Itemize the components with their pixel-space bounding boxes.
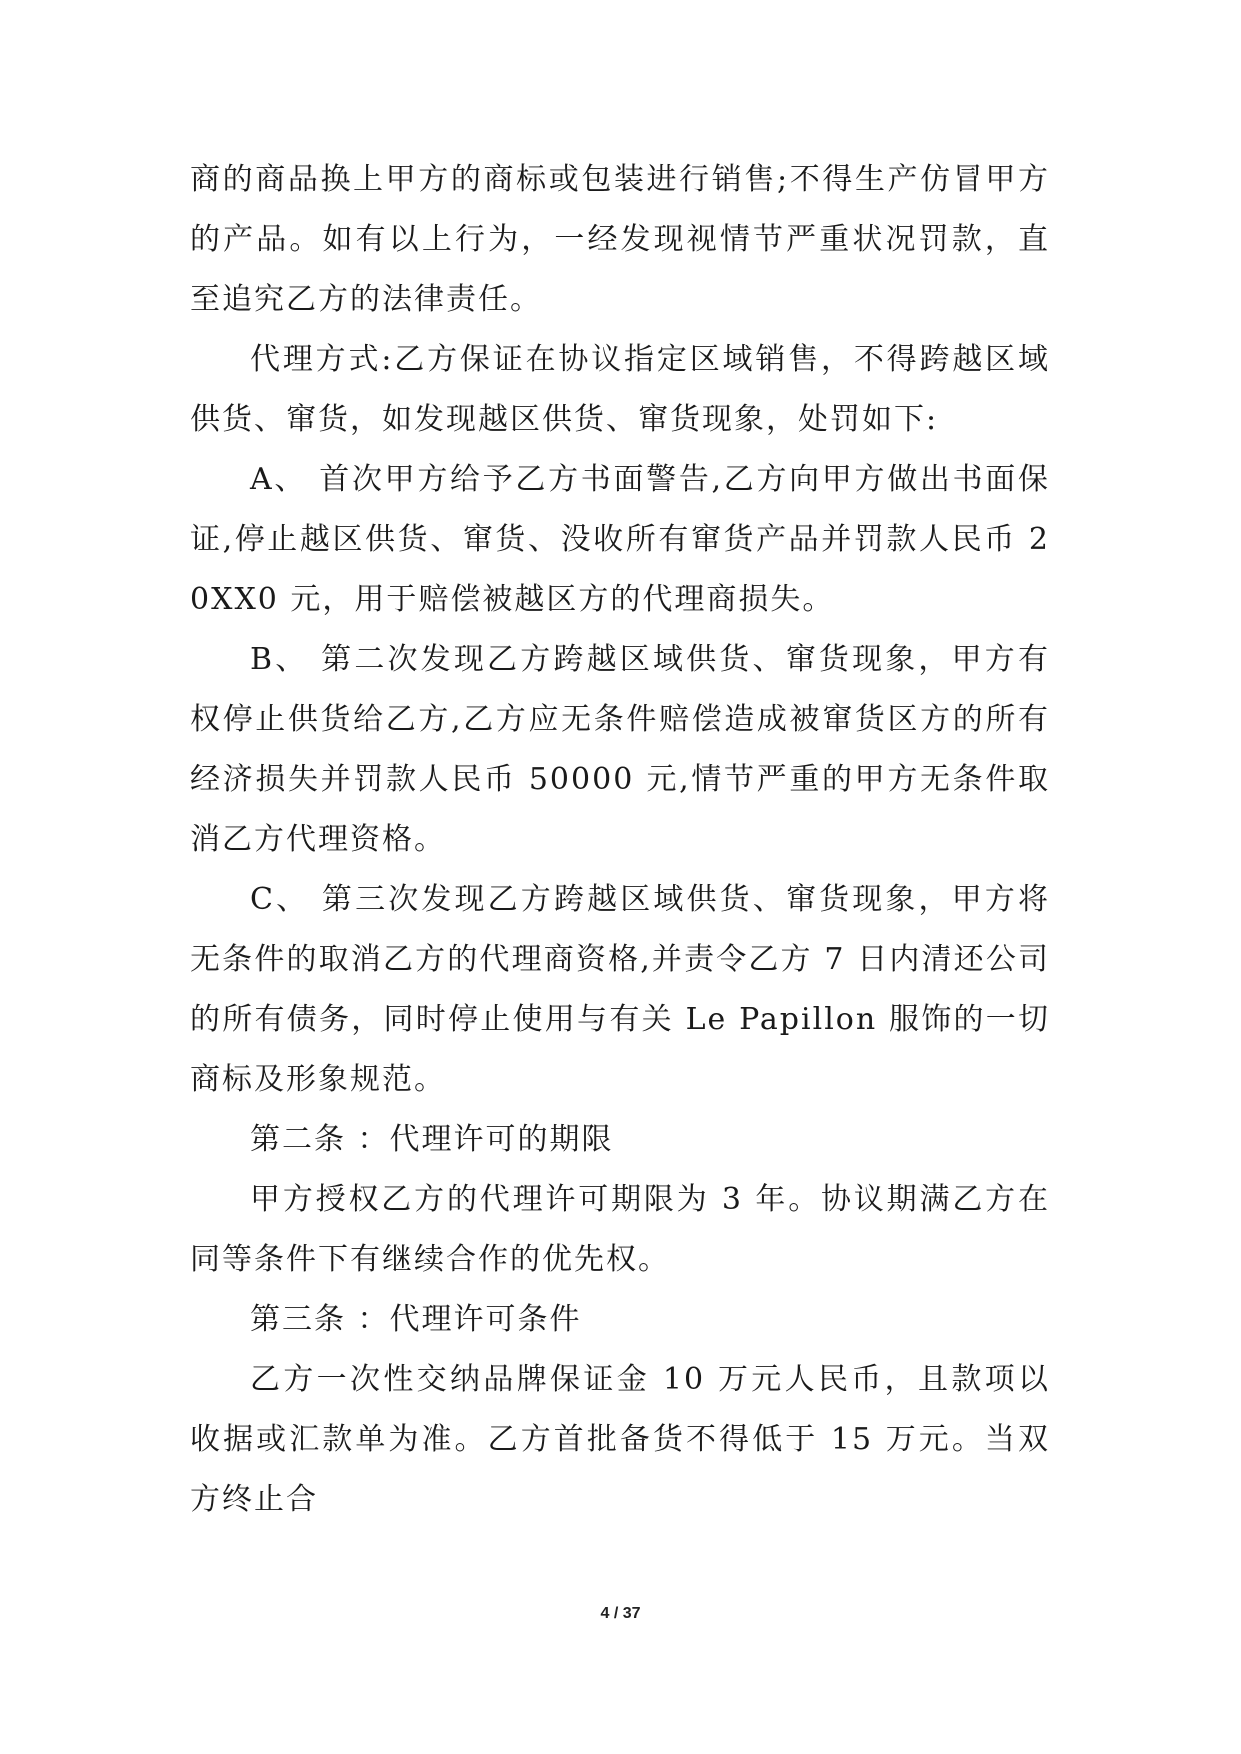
paragraph-license-conditions: 乙方一次性交纳品牌保证金 10 万元人民币，且款项以收据或汇款单为准。乙方首批备货不得低于 15 万元。当双方终止合 xyxy=(190,1362,1050,1517)
heading-article-2: 第二条 ：代理许可的期限 xyxy=(250,1122,614,1157)
heading-article-3: 第三条 ：代理许可条件 xyxy=(250,1302,582,1337)
page-number: 4 / 37 xyxy=(600,1605,641,1622)
paragraph-item-b: B、 第二次发现乙方跨越区域供货、窜货现象，甲方有权停止供货给乙方,乙方应无条件赔偿造成被窜货区方的所有经济损失并罚款人民币 50000 元,情节严重的甲方无条件取消乙方代理资格。 xyxy=(190,642,1050,857)
paragraph-item-c: C、 第三次发现乙方跨越区域供货、窜货现象，甲方将无条件的取消乙方的代理商资格,并责令乙方 7 日内清还公司的所有债务，同时停止使用与有关 Le Papillon 服饰的一切商标及形象规范。 xyxy=(190,882,1050,1097)
paragraph-license-term: 甲方授权乙方的代理许可期限为 3 年。协议期满乙方在同等条件下有继续合作的优先权。 xyxy=(190,1182,1050,1277)
paragraph-penalty-continuation: 商的商品换上甲方的商标或包装进行销售;不得生产仿冒甲方的产品。如有以上行为，一经发现视情节严重状况罚款，直至追究乙方的法律责任。 xyxy=(190,162,1050,317)
paragraph-agency-method: 代理方式:乙方保证在协议指定区域销售，不得跨越区域供货、窜货，如发现越区供货、窜货现象，处罚如下: xyxy=(190,342,1050,437)
paragraph-item-a: A、 首次甲方给予乙方书面警告,乙方向甲方做出书面保证,停止越区供货、窜货、没收所有窜货产品并罚款人民币 20XX0 元，用于赔偿被越区方的代理商损失。 xyxy=(190,462,1050,617)
document-body xyxy=(190,150,1050,1530)
